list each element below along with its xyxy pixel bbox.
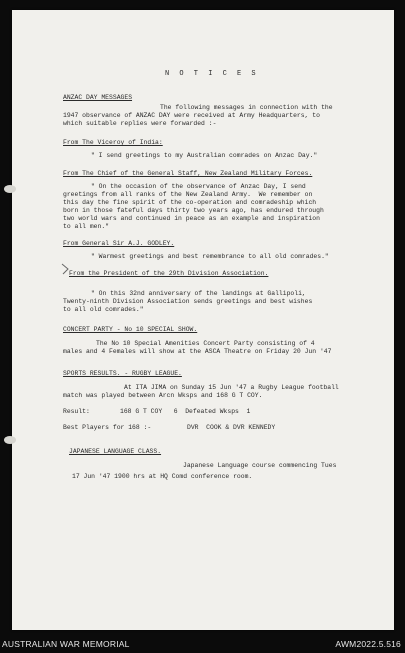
nz-message-2: greetings from all ranks of the New Zealand Army. We remember on (63, 191, 313, 198)
japanese-text-2: 17 Jun '47 1900 hrs at HQ Comd conference room. (72, 473, 253, 480)
sports-text-2: match was played between Arcn Wksps and 168 G T COY. (63, 392, 263, 399)
best-players-value: DVR COOK & DVR KENNEDY (187, 424, 276, 431)
godley-heading: From General Sir A.J. GODLEY. (63, 240, 175, 247)
godley-message: " Warmest greetings and best remembrance to all old comrades." (91, 253, 329, 260)
concert-heading: CONCERT PARTY - No 10 SPECIAL SHOW. (63, 326, 198, 333)
nz-message-6: to all men." (63, 223, 110, 230)
result-label: Result: (63, 408, 90, 415)
japanese-text-1: Japanese Language course commencing Tues (183, 462, 337, 469)
nz-heading: From The Chief of the General Staff, New Zealand Military Forces. (63, 170, 313, 177)
viceroy-heading: From The Viceroy of India: (63, 139, 163, 146)
anzac-heading: ANZAC DAY MESSAGES (63, 94, 133, 101)
sports-text-1: At ITA JIMA on Sunday 15 Jun '47 a Rugby League football (124, 384, 339, 391)
div29-message-2: Twenty-ninth Division Association sends greetings and best wishes (63, 298, 313, 305)
punch-hole-top (4, 185, 16, 193)
sports-heading: SPORTS RESULTS. - RUGBY LEAGUE. (63, 370, 182, 377)
punch-hole-bottom (4, 436, 16, 444)
div29-heading: From the President of the 29th Division Association. (69, 270, 269, 277)
nz-message-1: " On the occasion of the observance of Anzac Day, I send (91, 183, 306, 190)
anzac-intro-2: 1947 observance of ANZAC DAY were received at Army Headquarters, to (63, 112, 320, 119)
page-title: N O T I C E S (165, 70, 259, 78)
footer-accession-number: AWM2022.5.516 (335, 639, 401, 649)
concert-text-1: The No 10 Special Amenities Concert Party consisting of 4 (96, 340, 315, 347)
document-page (12, 10, 394, 630)
nz-message-5: two world wars and continued in peace as an example and inspiration (63, 215, 320, 222)
nz-message-4: born in those fateful days thirty two years ago, has endured through (63, 207, 324, 214)
nz-message-3: this day the fine spirit of the co-operation and comradeship which (63, 199, 317, 206)
footer-bar (0, 634, 405, 653)
japanese-heading: JAPANESE LANGUAGE CLASS. (69, 448, 162, 455)
concert-text-2: males and 4 Females will show at the ASCA Theatre on Friday 20 Jun '47 (63, 348, 332, 355)
best-players-label: Best Players for 168 :- (63, 424, 152, 431)
footer-institution: AUSTRALIAN WAR MEMORIAL (2, 639, 130, 649)
div29-message-1: " On this 32nd anniversary of the landings at Gallipoli, (91, 290, 306, 297)
viceroy-message: " I send greetings to my Australian comrades on Anzac Day." (91, 152, 318, 159)
div29-message-3: to all old comrades." (63, 306, 144, 313)
anzac-intro-3: which suitable replies were forwarded :- (63, 120, 217, 127)
result-value: 168 G T COY 6 Defeated Wksps 1 (120, 408, 251, 415)
anzac-intro-1: The following messages in connection with the (160, 104, 333, 111)
